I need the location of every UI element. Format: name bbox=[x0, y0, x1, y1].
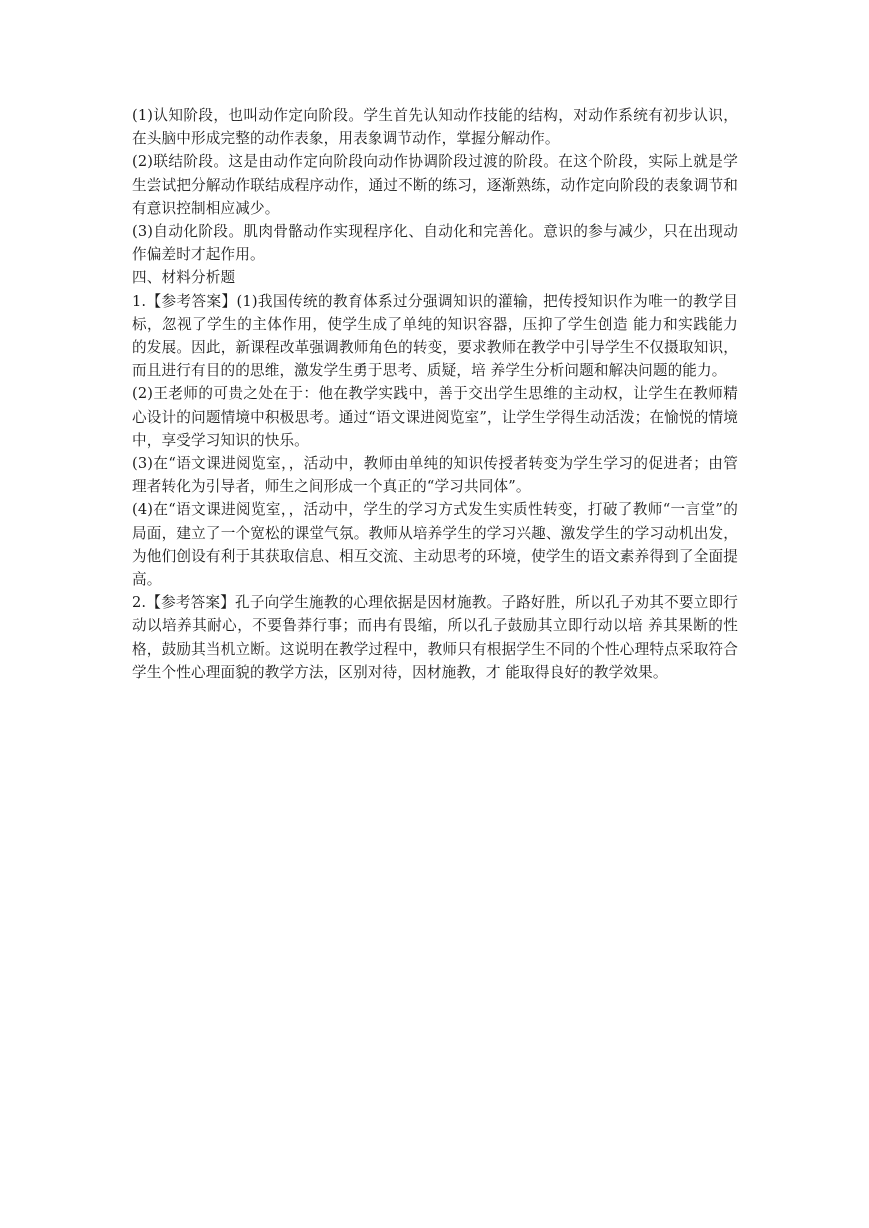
paragraph-answer-1-part-2: (2)王老师的可贵之处在于：他在教学实践中，善于交出学生思维的主动权，让学生在教师精心设计的问题情境中积极思考。通过“语文课进阅览室”，让学生学得生动活泼；在愉悦的情境中，享受学习知识的快乐。 bbox=[132, 385, 738, 449]
document-body bbox=[132, 104, 738, 684]
paragraph-answer-2: 2.【参考答案】孔子向学生施教的心理依据是因材施教。子路好胜，所以孔子劝其不要立即行动以培养其耐心，不要鲁莽行事；而冉有畏缩，所以孔子鼓励其立即行动以培 养其果断的性格，鼓励其当机立断。这说明在教学过程中，教师只有根据学生不同的个性心理特点采取符合学生个性心理面貌的教学方法，区别对待，因材施教，才 能取得良好的教学效果。 bbox=[132, 594, 738, 681]
paragraph-answer-1-part-3: (3)在“语文课进阅览室，，活动中，教师由单纯的知识传授者转变为学生学习的促进者；由管理者转化为引导者，师生之间形成一个真正的“学习共同体”。 bbox=[132, 455, 738, 496]
paragraph-answer-1-part-4: (4)在“语文课进阅览室，，活动中，学生的学习方式发生实质性转变，打破了教师“一言堂”的局面，建立了一个宽松的课堂气氛。教师从培养学生的学习兴趣、激发学生的学习动机出发，为他们创设有利于其获取信息、相互交流、主动思考的环境，使学生的语文素养得到了全面提高。 bbox=[132, 501, 738, 589]
section-heading-material-analysis: 四、材料分析题 bbox=[132, 269, 236, 287]
paragraph-answer-1-part-1: 1.【参考答案】(1)我国传统的教育体系过分强调知识的灌输，把传授知识作为唯一的教学目标，忽视了学生的主体作用，使学生成了单纯的知识容器，压抑了学生创造 能力和实践能力的发展。因此，新课程改革强调教师角色的转变，要求教师在教学中引导学生不仅摄取知识，而且进行有目的的思维，激发学生勇于思考、质疑，培 养学生分析问题和解决问题的能力。 bbox=[132, 292, 738, 380]
paragraph-association-stage: (2)联结阶段。这是由动作定向阶段向动作协调阶段过渡的阶段。在这个阶段，实际上就是学生尝试把分解动作联结成程序动作，通过不断的练习，逐渐熟练，动作定向阶段的表象调节和有意识控制相应减少。 bbox=[132, 153, 738, 217]
paragraph-automation-stage: (3)自动化阶段。肌肉骨骼动作实现程序化、自动化和完善化。意识的参与减少，只在出现动作偏差时才起作用。 bbox=[132, 223, 738, 264]
paragraph-cognitive-stage: (1)认知阶段，也叫动作定向阶段。学生首先认知动作技能的结构，对动作系统有初步认识，在头脑中形成完整的动作表象，用表象调节动作，掌握分解动作。 bbox=[132, 107, 738, 148]
